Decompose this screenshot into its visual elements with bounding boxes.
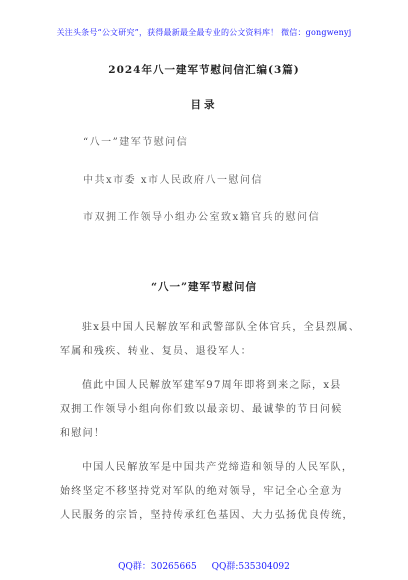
toc-item-1[interactable]: “八一”建军节慰问信 <box>83 137 189 148</box>
qq-group-2: QQ群:535304092 <box>211 562 290 572</box>
paragraph-line: 中国人民解放军是中国共产党缔造和领导的人民军队， <box>82 462 354 473</box>
paragraph-line: 双拥工作领导小组向你们致以最亲切、最诚挚的节日问候 <box>60 404 343 415</box>
paragraph-greeting <box>60 374 360 446</box>
paragraph-line: 和慰问！ <box>60 428 106 439</box>
paragraph-body <box>60 456 360 528</box>
footer-contact <box>0 559 408 572</box>
document-title: 2024年八一建军节慰问信汇编(3篇) <box>108 64 300 76</box>
paragraph-line: 驻x县中国人民解放军和武警部队全体官兵，全县烈属、 <box>82 322 361 333</box>
paragraph-line: 始终坚定不移坚持党对军队的绝对领导，牢记全心全意为 <box>60 486 343 497</box>
toc-item-3[interactable]: 市双拥工作领导小组办公室致x籍官兵的慰问信 <box>83 212 321 223</box>
paragraph-salutation <box>60 316 360 364</box>
header-notice: 关注头条号“公文研究”，获得最新最全最专业的公文资料库！ 微信：gongwenyj <box>56 28 352 37</box>
section-title: “八一”建军节慰问信 <box>150 281 258 293</box>
toc-heading: 目录 <box>190 99 218 111</box>
paragraph-line: 军属和残疾、转业、复员、退役军人： <box>60 346 253 357</box>
paragraph-line: 值此中国人民解放军建军97周年即将到来之际，x县 <box>82 380 342 391</box>
toc-item-2[interactable]: 中共x市委 x市人民政府八一慰问信 <box>83 175 263 186</box>
qq-group-1: QQ群：30265665 <box>118 562 197 572</box>
paragraph-line: 人民服务的宗旨，坚持传承红色基因、大力弘扬优良传统， <box>60 510 354 521</box>
